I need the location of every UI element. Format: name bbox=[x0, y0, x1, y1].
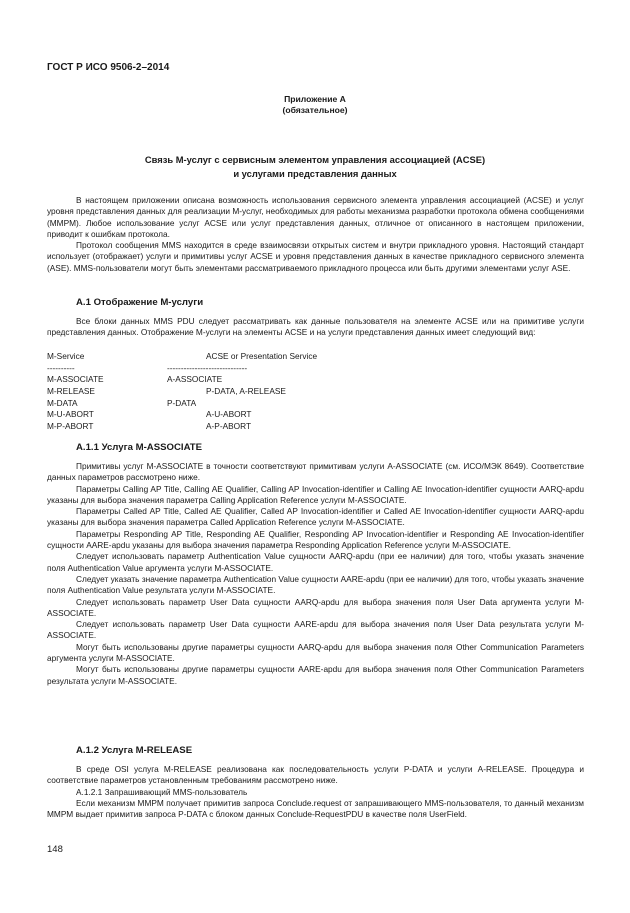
paragraph: Могут быть использованы другие параметры сущности AARQ-apdu для выбора значения поля Other Communication Parameters аргумента услуги M-ASSOCIATE. bbox=[47, 641, 584, 664]
table-header-left: M-Service bbox=[47, 351, 85, 361]
annex-title: Приложение А bbox=[284, 94, 346, 104]
table-cell: A-U-ABORT bbox=[206, 409, 252, 420]
intro-text bbox=[47, 195, 584, 274]
main-title-line2: и услугами представления данных bbox=[233, 168, 397, 179]
section-heading-a12: А.1.2 Услуга M-RELEASE bbox=[76, 745, 193, 756]
paragraph: Все блоки данных MMS PDU следует рассматривать как данные пользователя на элементе ACSE или на примитиве услуги представления данных. Отображение M-услуги на элементы ACSE и на услуги представления данных имеет следующий вид: bbox=[47, 316, 584, 338]
section-heading-a11: А.1.1 Услуга M-ASSOCIATE bbox=[76, 442, 203, 453]
annex-note: (обязательное) bbox=[282, 105, 348, 115]
table-cell: M-U-ABORT bbox=[47, 409, 94, 420]
table-cell: A-ASSOCIATE bbox=[167, 374, 223, 385]
section-heading-a1: А.1 Отображение M-услуги bbox=[76, 297, 204, 308]
table-cell: A-P-ABORT bbox=[206, 421, 252, 432]
paragraph: Следует использовать параметр Authentication Value сущности AARQ-apdu (при ее наличии) для того, чтобы указать значение поля Authentication Value аргумента услуги M-ASSOCIATE. bbox=[47, 551, 584, 573]
table-cell: M-RELEASE bbox=[47, 386, 95, 397]
paragraph: Параметры Calling AP Title, Calling AE Qualifier, Calling AP Invocation-identifier и Calling AE Invocation-identifier сущности AARQ-apdu указаны для выбора значения параметра Calling Application Reference услуги M-ASSOCIATE. bbox=[47, 483, 584, 505]
table-separator-left: ---------- bbox=[47, 362, 75, 373]
table-cell: M-DATA bbox=[47, 397, 78, 408]
table-cell: M-P-ABORT bbox=[47, 421, 94, 432]
paragraph: А.1.2.1 Запрашивающий MMS-пользователь bbox=[76, 786, 248, 797]
main-title-line1: Связь M-услуг с сервисным элементом управления ассоциацией (ACSE) bbox=[144, 154, 486, 165]
a11-text bbox=[47, 461, 584, 687]
standard-header: ГОСТ Р ИСО 9506-2–2014 bbox=[47, 62, 170, 73]
table-cell: P-DATA, A-RELEASE bbox=[206, 386, 286, 397]
paragraph: Следует указать значение параметра Authentication Value сущности AARE-apdu (при ее наличии) для того, чтобы указать значение поля Authentication Value результата услуги M-ASSOCIATE. bbox=[47, 573, 584, 596]
page-number: 148 bbox=[47, 844, 63, 855]
table-separator-right: ----------------------------- bbox=[167, 362, 248, 373]
paragraph: Параметры Called AP Title, Called AE Qualifier, Called AP Invocation-identifier и Called AE Invocation-identifier сущности AARQ-apdu указаны для выбора значения параметра Called Application Reference услуги M-ASSOCIATE. bbox=[47, 506, 584, 528]
paragraph: Следует использовать параметр User Data сущности AARE-apdu для выбора значения поля User Data результата услуги M-ASSOCIATE. bbox=[47, 619, 584, 641]
table-cell: P-DATA bbox=[167, 397, 197, 408]
paragraph: Протокол сообщения MMS находится в среде взаимосвязи открытых систем и внутри прикладного уровня. Настоящий стандарт использует (отображает) услуги и примитивы услуг ACSE и уровня представления данных в качестве прикладного сервисного элемента (ASE). MMS-пользователи могут быть элементами рассматриваемого прикладного процесса или быть другими элементами услуг ASE. bbox=[47, 240, 584, 273]
a1-text bbox=[47, 316, 584, 339]
table-header-right: ACSE or Presentation Service bbox=[206, 351, 318, 361]
paragraph: Следует использовать параметр User Data сущности AARQ-apdu для выбора значения поля User Data аргумента услуги M-ASSOCIATE. bbox=[47, 596, 584, 618]
table-cell: M-ASSOCIATE bbox=[47, 374, 104, 385]
paragraph: Параметры Responding AP Title, Responding AE Qualifier, Responding AP Invocation-identifier и Responding AE Invocation-identifier сущности AARE-apdu указаны для выбора значения параметра Responding Application Reference услуги M-ASSOCIATE. bbox=[47, 528, 584, 551]
paragraph: В настоящем приложении описана возможность использования сервисного элемента управления ассоциацией (ACSE) и услуг уровня представления данных для реализации M-услуг, необходимых для работы механизма разработки протокола обмена сообщениями (MMPM). Любое использование услуг ACSE или услуг представления данных, отличное от описанного в настоящем приложении, приводит к ошибкам протокола. bbox=[47, 195, 584, 239]
paragraph: В среде OSI услуга M-RELEASE реализована как последовательность услуги P-DATA и услуги A-RELEASE. Процедура и соответствие параметров установленным требованиям рассмотрено ниже. bbox=[47, 764, 584, 786]
paragraph: Могут быть использованы другие параметры сущности AARE-apdu для выбора значения поля Other Communication Parameters результата услуги M-ASSOCIATE. bbox=[47, 664, 584, 686]
a12-text bbox=[47, 764, 584, 820]
paragraph: Примитивы услуг M-ASSOCIATE в точности соответствуют примитивам услуги A-ASSOCIATE (см. ИСО/МЭК 8649). Соответствие данных параметров рассмотрено ниже. bbox=[47, 461, 584, 483]
paragraph: Если механизм ММРМ получает примитив запроса Conclude.request от запрашивающего MMS-пользователя, то данный механизм ММРМ выдает примитив запроса P-DATA с блоком данных Conclude-RequestPDU в качестве поля UserField. bbox=[47, 797, 584, 820]
